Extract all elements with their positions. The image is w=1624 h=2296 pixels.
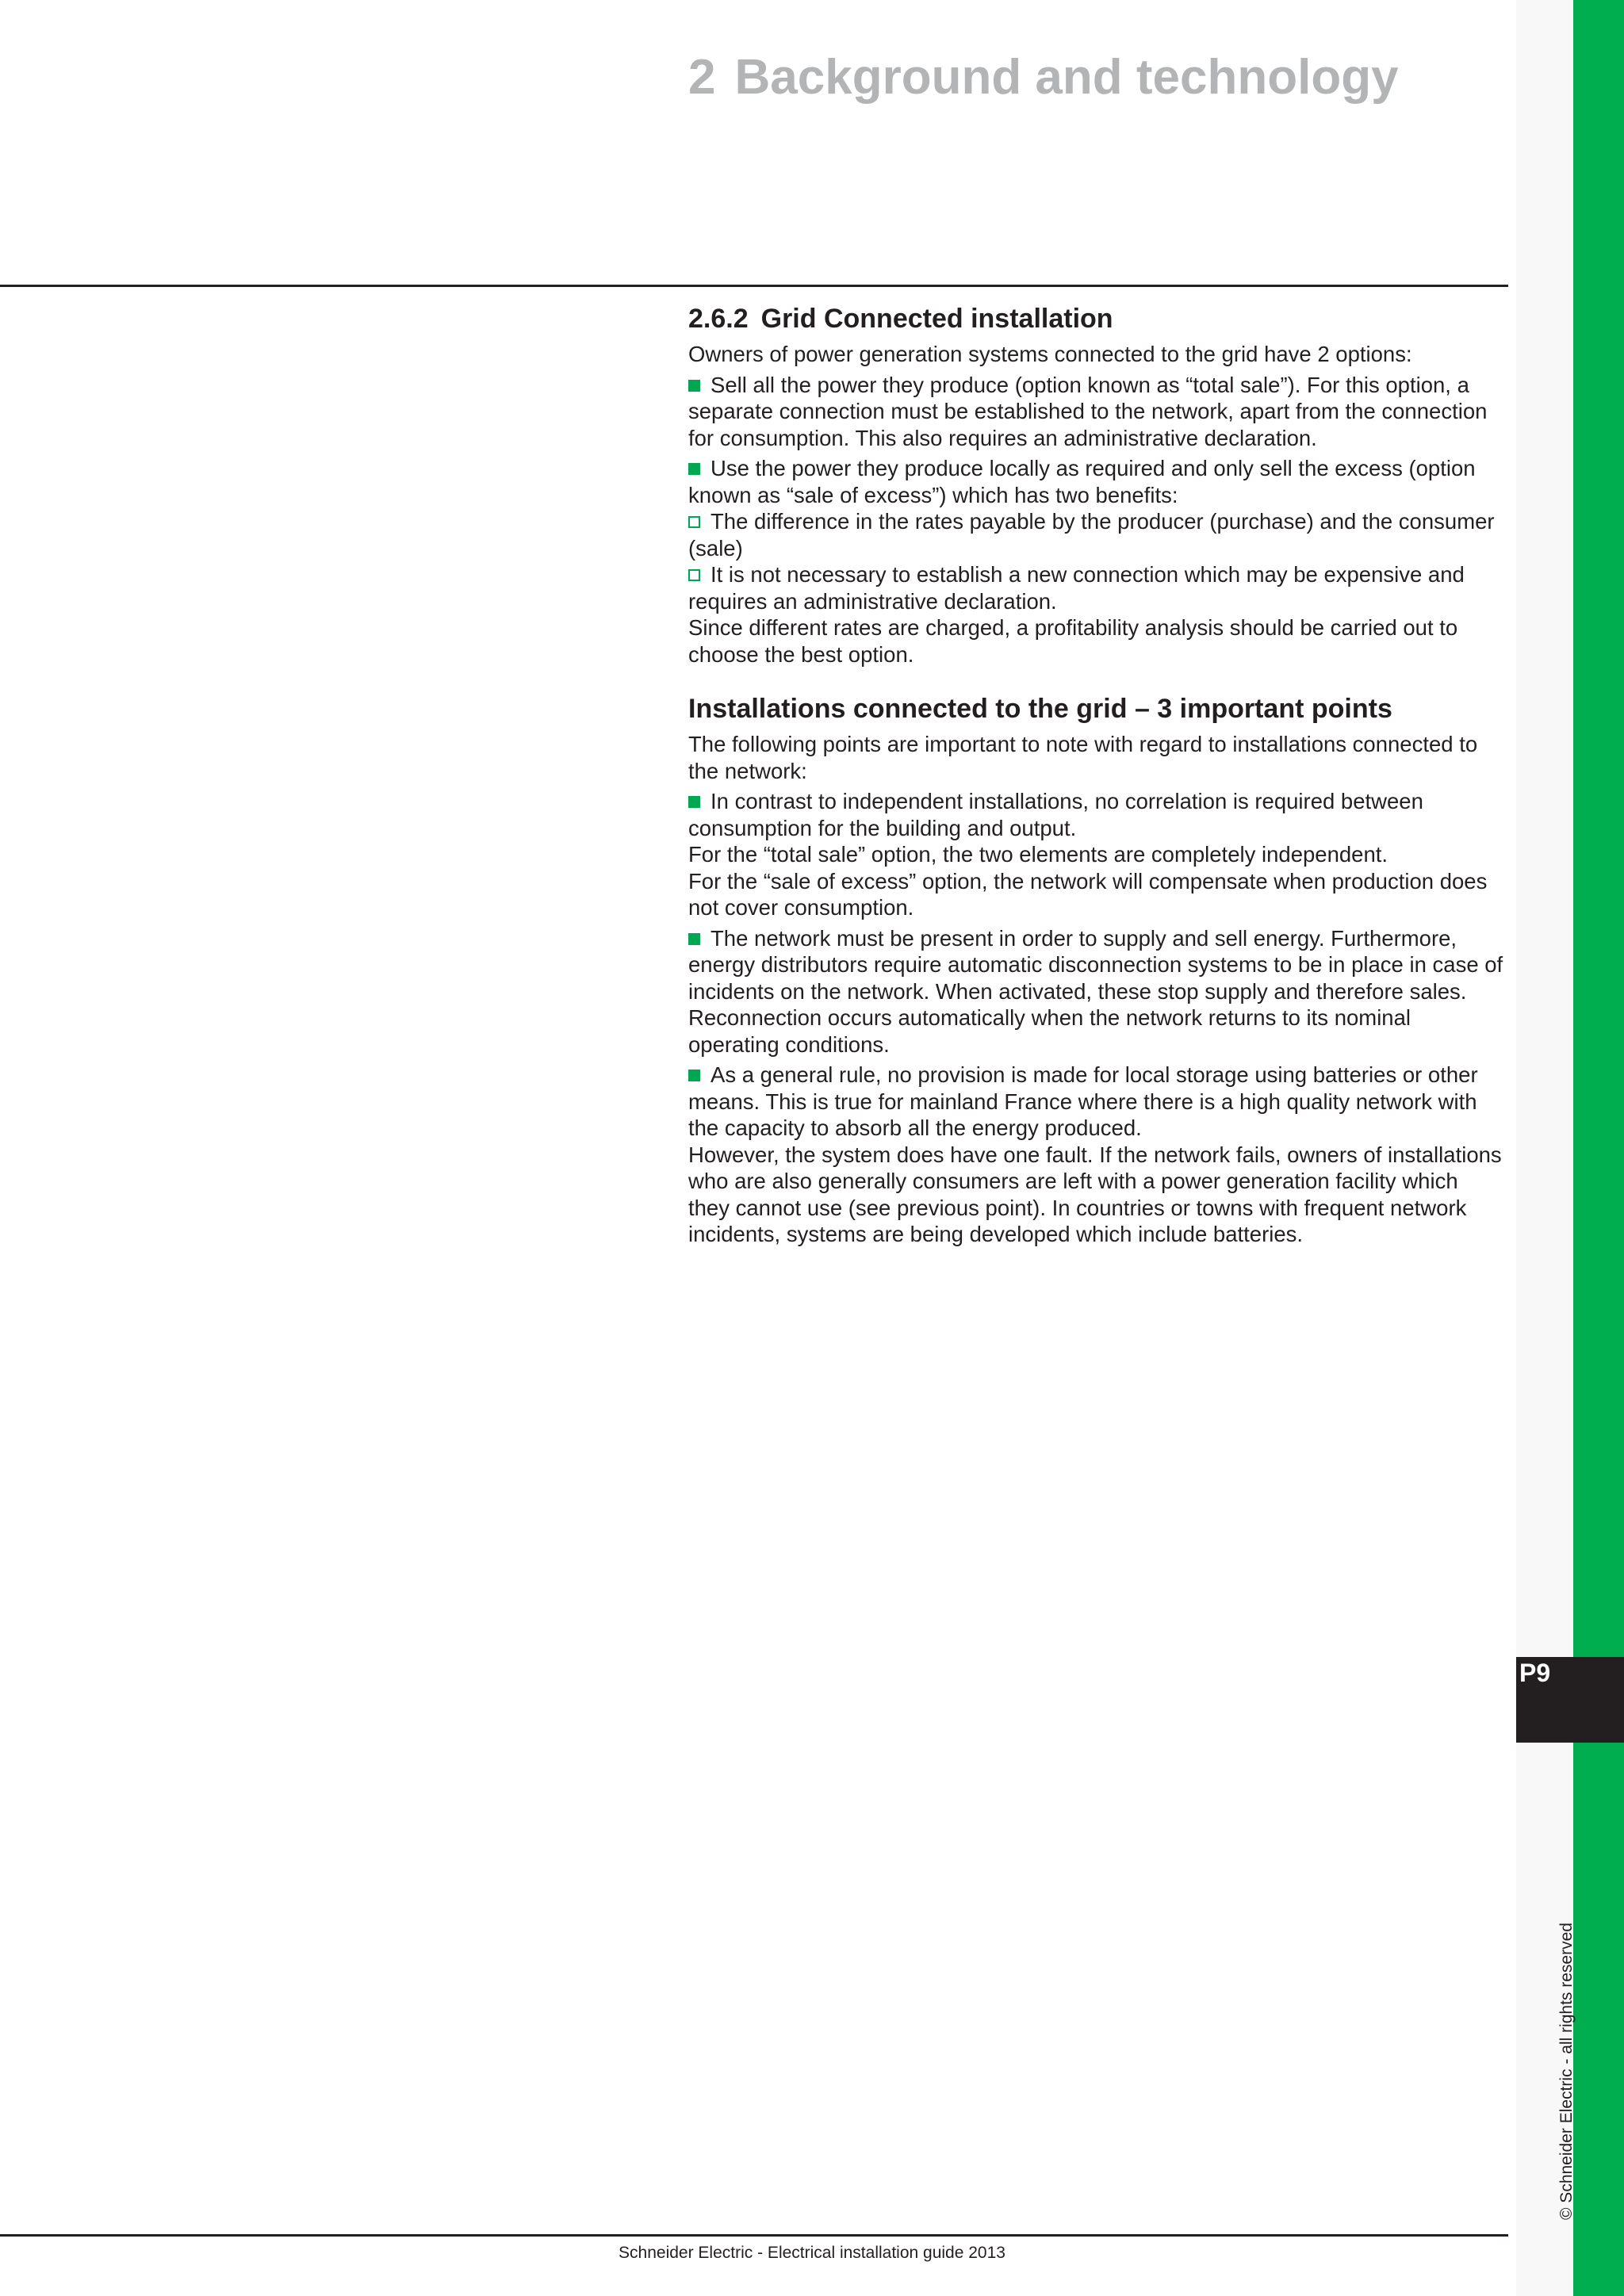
- page-number-tab: [1516, 1657, 1624, 1743]
- sidebar-green-bar: [1573, 0, 1624, 2296]
- copyright-notice: © Schneider Electric - all rights reserved: [1557, 1923, 1576, 2220]
- grid-point-storage-text: As a general rule, no provision is made for local storage using batteries or other means. This is true for mainland France where there is a high quality network with the capacity to absorb all the energy produced.: [688, 1062, 1478, 1140]
- top-divider: [0, 285, 1508, 287]
- section-intro: Owners of power generation systems connected to the grid have 2 options:: [688, 342, 1412, 366]
- grid-points-heading: Installations connected to the grid – 3 important points: [688, 694, 1392, 724]
- square-bullet-icon: [688, 933, 700, 945]
- option-sale-of-excess-text: Use the power they produce locally as required and only sell the excess (option known as “sale of excess”) which has two benefits:: [688, 456, 1476, 507]
- square-bullet-icon: [688, 463, 700, 475]
- grid-point-storage-followup: However, the system does have one fault. If the network fails, owners of installations who are also generally consumers are left with a power generation facility which they cannot use (see previous point). In countries or towns with frequent network incidents, systems are being developed which include batteries.: [688, 1142, 1502, 1246]
- option-total-sale: [688, 372, 1505, 452]
- benefit-connection-text: It is not necessary to establish a new connection which may be expensive and requires an administrative declaration.: [688, 562, 1465, 614]
- bottom-divider: [0, 2234, 1508, 2237]
- grid-point-correlation-text: In contrast to independent installations, no correlation is required between consumption for the building and output.: [688, 789, 1423, 840]
- section-heading: [688, 301, 1505, 336]
- chapter-title-text: Background and technology: [734, 50, 1399, 105]
- benefit-connection: [688, 561, 1505, 614]
- square-bullet-icon: [688, 796, 700, 808]
- page-number: P9: [1519, 1659, 1551, 1687]
- benefit-rates-text: The difference in the rates payable by the producer (purchase) and the consumer (sale): [688, 509, 1495, 561]
- chapter-number: 2: [688, 50, 716, 105]
- square-bullet-icon: [688, 1070, 700, 1081]
- grid-point-correlation: [688, 788, 1505, 841]
- chapter-title: [688, 49, 1399, 105]
- benefit-rates: [688, 508, 1505, 561]
- grid-point-total-sale-note: For the “total sale” option, the two elements are completely independent.: [688, 842, 1388, 867]
- main-content: [688, 301, 1505, 1248]
- hollow-square-bullet-icon: [688, 569, 700, 581]
- grid-points-intro: The following points are important to note with regard to installations connected to the network:: [688, 732, 1478, 783]
- square-bullet-icon: [688, 380, 700, 392]
- hollow-square-bullet-icon: [688, 516, 700, 528]
- grid-point-storage: [688, 1062, 1505, 1142]
- section-closing: Since different rates are charged, a profitability analysis should be carried out to choose the best option.: [688, 615, 1458, 667]
- grid-point-sale-excess-note: For the “sale of excess” option, the network will compensate when production does not cover consumption.: [688, 868, 1488, 920]
- grid-point-network: [688, 925, 1505, 1058]
- section-title: Grid Connected installation: [760, 304, 1113, 334]
- option-total-sale-text: Sell all the power they produce (option known as “total sale”). For this option, a separate connection must be established to the network, apart from the connection for consumption. This also requires an administrative declaration.: [688, 372, 1488, 450]
- footer-text: Schneider Electric - Electrical installation guide 2013: [619, 2244, 1005, 2262]
- grid-point-network-text: The network must be present in order to supply and sell energy. Furthermore, energy distributors require automatic disconnection systems to be in place in case of incidents on the network. When activated, these stop supply and therefore sales. Reconnection occurs automatically when the network returns to its nominal operating conditions.: [688, 925, 1503, 1057]
- option-sale-of-excess: [688, 455, 1505, 508]
- section-number: 2.6.2: [688, 304, 749, 334]
